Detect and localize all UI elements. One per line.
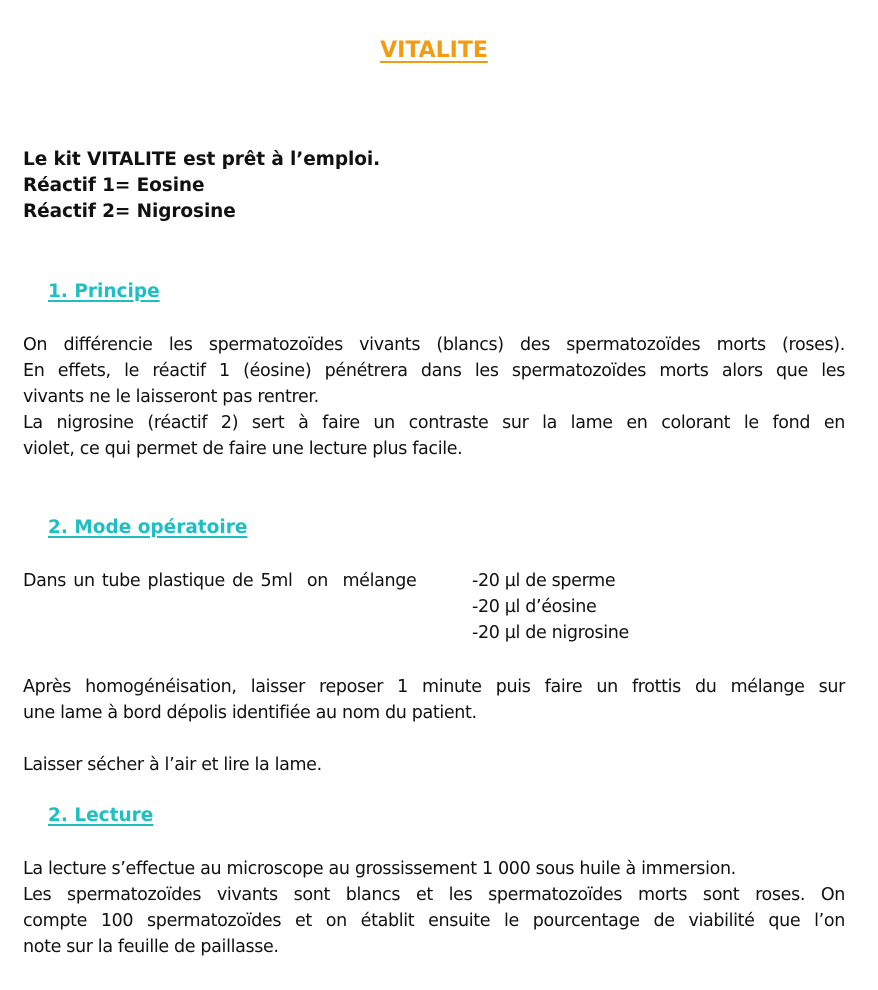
mix-item-sperme: -20 µl de sperme xyxy=(472,571,616,591)
document-title: VITALITE xyxy=(380,38,488,63)
mode-paragraph-homogeneisation xyxy=(23,674,845,726)
lecture-line: note sur la feuille de paillasse. xyxy=(23,937,279,957)
principe-line: La nigrosine (réactif 2) sert à faire un contraste sur la lame en colorant le fond en xyxy=(23,413,845,433)
lecture-line: compte 100 spermatozoïdes et on établit ensuite le pourcentage de viabilité que l’on xyxy=(23,911,845,931)
heading-lecture: 2. Lecture xyxy=(48,805,154,826)
heading-principe: 1. Principe xyxy=(48,281,160,302)
intro-line-reactif-1: Réactif 1= Eosine xyxy=(23,175,205,196)
principe-line: En effets, le réactif 1 (éosine) pénétrera dans les spermatozoïdes morts alors que les xyxy=(23,361,845,381)
lecture-paragraph xyxy=(23,856,845,960)
mix-items-list xyxy=(472,568,629,646)
lecture-line: Les spermatozoïdes vivants sont blancs et les spermatozoïdes morts sont roses. On xyxy=(23,885,845,905)
mix-item-eosine: -20 µl d’éosine xyxy=(472,597,597,617)
mix-label: Dans un tube plastique de 5ml on mélange xyxy=(23,571,417,591)
intro-line-reactif-2: Réactif 2= Nigrosine xyxy=(23,201,236,222)
principe-paragraph xyxy=(23,332,845,462)
principe-line: violet, ce qui permet de faire une lecture plus facile. xyxy=(23,439,463,459)
mix-item-nigrosine: -20 µl de nigrosine xyxy=(472,623,629,643)
mode-line: Laisser sécher à l’air et lire la lame. xyxy=(23,755,322,775)
mode-paragraph-secher xyxy=(23,752,845,778)
mode-line: une lame à bord dépolis identifiée au nom du patient. xyxy=(23,703,477,723)
heading-mode-operatoire: 2. Mode opératoire xyxy=(48,517,248,538)
kit-intro xyxy=(23,147,380,225)
principe-line: On différencie les spermatozoïdes vivants (blancs) des spermatozoïdes morts (roses). xyxy=(23,335,845,355)
lecture-line: La lecture s’effectue au microscope au grossissement 1 000 sous huile à immersion. xyxy=(23,859,736,879)
intro-line-kit: Le kit VITALITE est prêt à l’emploi. xyxy=(23,149,380,170)
principe-line: vivants ne le laisseront pas rentrer. xyxy=(23,387,319,407)
mode-line: Après homogénéisation, laisser reposer 1 minute puis faire un frottis du mélange sur xyxy=(23,677,845,697)
